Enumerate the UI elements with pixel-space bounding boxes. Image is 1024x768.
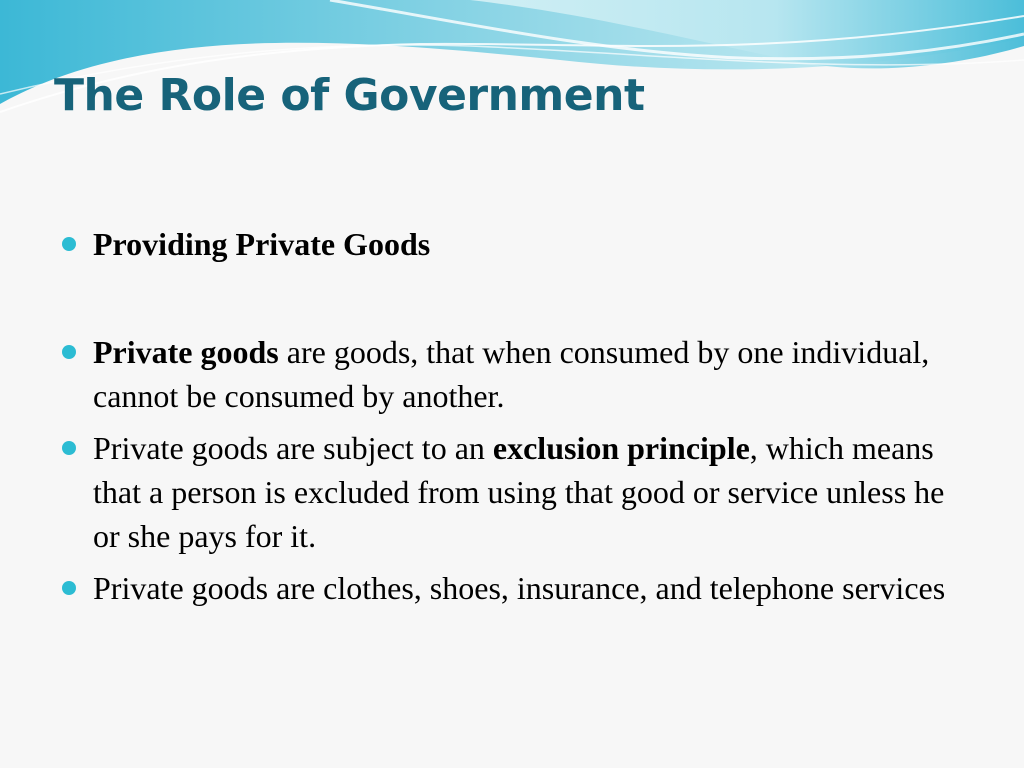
bullet-dot-icon <box>62 441 76 455</box>
bullet-list <box>62 222 967 618</box>
bullet-heading-text: Providing Private Goods <box>93 226 431 262</box>
bullet-text: are goods, that when consumed by one individual, cannot be consumed by another. <box>93 334 930 414</box>
bullet-dot-icon <box>62 345 76 359</box>
bullet-term: Private goods <box>93 334 279 370</box>
bullet-text-before: Private goods are subject to an <box>93 430 493 466</box>
bullet-text: Private goods are clothes, shoes, insurance, and telephone services <box>93 570 946 606</box>
bullet-term: exclusion principle <box>492 430 750 466</box>
bullet-dot-icon <box>62 237 76 251</box>
bullet-dot-icon <box>62 581 76 595</box>
bullet-item-exclusion <box>62 426 967 558</box>
bullet-item-definition <box>62 330 967 418</box>
bullet-item-examples <box>62 566 967 610</box>
bullet-item-heading <box>62 222 967 266</box>
bullet-text-after: , which means that a person is excluded from using that good or service unless he or she pays for it. <box>93 430 945 554</box>
slide-title: The Role of Government <box>54 70 645 121</box>
